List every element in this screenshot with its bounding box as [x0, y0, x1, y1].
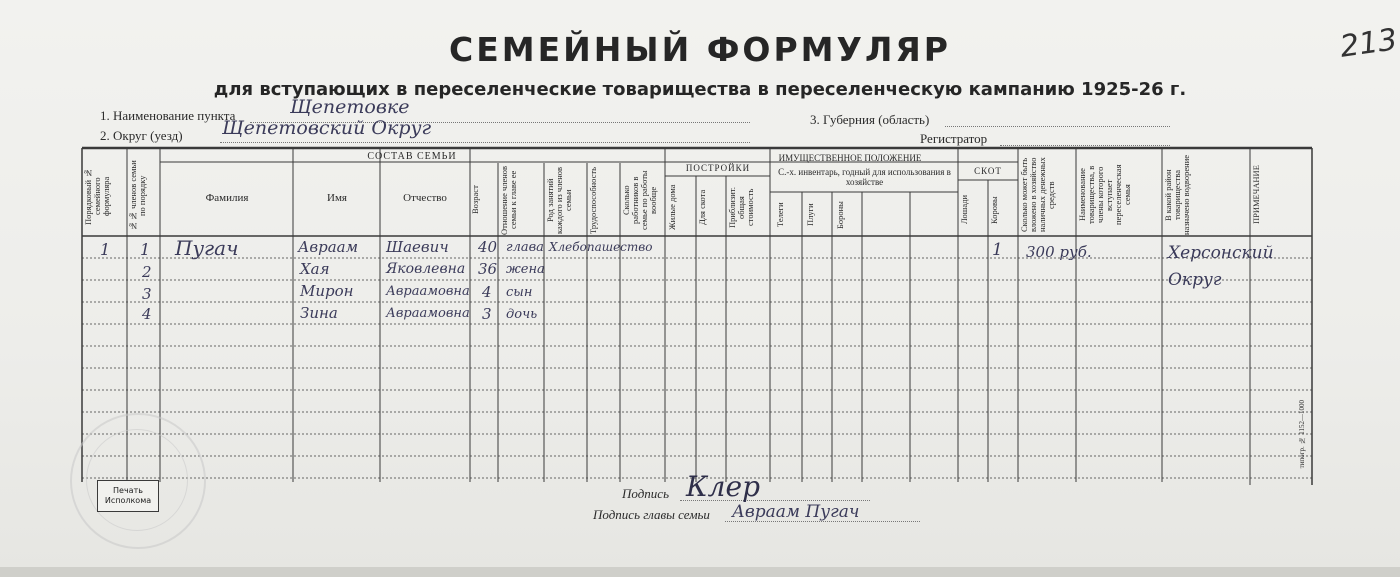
cell-member-number: 3: [142, 285, 152, 303]
cell-age: 4: [482, 283, 492, 301]
col-ploughs: Плуги: [805, 203, 815, 227]
cell-age: 40: [478, 238, 498, 256]
head-signature-label: Подпись главы семьи: [593, 507, 710, 522]
col-member-number: №№ членов семьи по порядку: [128, 160, 147, 232]
col-notes: ПРИМЕЧАНИЕ: [1251, 165, 1261, 225]
cell-patronymic: Шаевич: [386, 238, 449, 256]
property-group-header: ИМУЩЕСТВЕННОЕ ПОЛОЖЕНИЕ: [778, 153, 922, 163]
printer-note: типогр. № 1152—1000: [1298, 400, 1306, 469]
cell-relation: глава: [506, 240, 544, 255]
family-group-header: СОСТАВ СЕМЬИ: [367, 151, 457, 162]
cell-surname: Пугач: [175, 236, 239, 260]
point-value: Щепетовке: [290, 96, 410, 118]
cell-horses: 1: [992, 240, 1003, 260]
cell-district: Херсонский Округ: [1168, 243, 1274, 290]
col-age: Возраст: [470, 185, 480, 215]
col-cattle-sheds: Для скота: [697, 189, 707, 226]
col-partnership: Наименование товарищества, в члены которого вступает переселенческая семья: [1077, 164, 1132, 226]
cell-relation: жена: [506, 262, 545, 277]
cell-patronymic: Авраамовна: [386, 284, 470, 299]
col-surname: Фамилия: [205, 192, 249, 204]
cell-relation: дочь: [506, 307, 538, 322]
col-family-number: Порядковый № семейного формуляра: [83, 167, 111, 225]
col-occupation: Род занятий каждого из членов семьи: [545, 166, 573, 234]
cell-family-number: 1: [100, 240, 111, 259]
form-subtitle: для вступающих в переселенческие товарищества в переселенческую кампанию 1925-26 г.: [213, 79, 1187, 100]
col-relation: Отношение членов семьи к главе ее: [499, 165, 518, 235]
guberniya-label: 3. Губерния (область): [810, 112, 930, 127]
col-patronymic: Отчество: [403, 192, 447, 204]
cell-patronymic: Яковлевна: [386, 261, 466, 277]
col-cows: Коровы: [989, 196, 999, 224]
col-approx-value: Приблизит. общая стоимость: [727, 187, 755, 228]
col-district: В какой район товарищества назначено водворение: [1163, 154, 1191, 235]
signature-value: Клер: [686, 470, 760, 503]
buildings-group-header: ПОСТРОЙКИ: [685, 163, 751, 173]
cell-age: 36: [478, 260, 498, 278]
col-houses: Жилые дома: [667, 184, 677, 231]
cell-member-number: 1: [140, 240, 151, 259]
inventory-group-header: С.-х. инвентарь, годный для использования в хозяйстве: [778, 167, 951, 187]
stamp-label: Печать Исполкома: [97, 480, 159, 512]
cell-name: Хая: [300, 260, 330, 278]
livestock-group-header: СКОТ: [974, 166, 1002, 176]
col-carts: Телеги: [775, 202, 785, 228]
col-harrows: Бороны: [835, 201, 845, 229]
archive-number: 213: [1337, 22, 1400, 65]
registrar-label: Регистратор: [920, 131, 988, 146]
cell-relation: сын: [506, 285, 533, 300]
col-name: Имя: [327, 192, 347, 204]
cell-occupation: Хлебопашество: [549, 240, 653, 254]
col-able: Трудоспособность: [588, 166, 598, 234]
form-title: СЕМЕЙНЫЙ ФОРМУЛЯР: [449, 30, 951, 69]
cell-member-number: 2: [142, 263, 152, 281]
okrug-value: Щепетовский Округ: [222, 117, 432, 139]
cell-member-number: 4: [142, 305, 152, 323]
cell-name: Мирон: [300, 282, 354, 300]
col-horses: Лошади: [959, 195, 969, 225]
head-signature-value: Авраам Пугач: [732, 502, 860, 522]
point-label: 1. Наименование пункта: [100, 108, 236, 123]
col-years-work: Сколько работников в семье по работы вообще: [621, 170, 658, 230]
col-money: Сколько может быть вложено в хозяйство наличных денежных средств: [1019, 157, 1056, 233]
cell-money: 300 руб.: [1026, 243, 1092, 261]
signature-label: Подпись: [622, 486, 669, 501]
okrug-label: 2. Округ (уезд): [100, 128, 183, 143]
cell-patronymic: Авраамовна: [386, 306, 470, 321]
cell-name: Зина: [300, 304, 338, 322]
cell-age: 3: [482, 305, 492, 323]
cell-name: Авраам: [298, 238, 359, 256]
